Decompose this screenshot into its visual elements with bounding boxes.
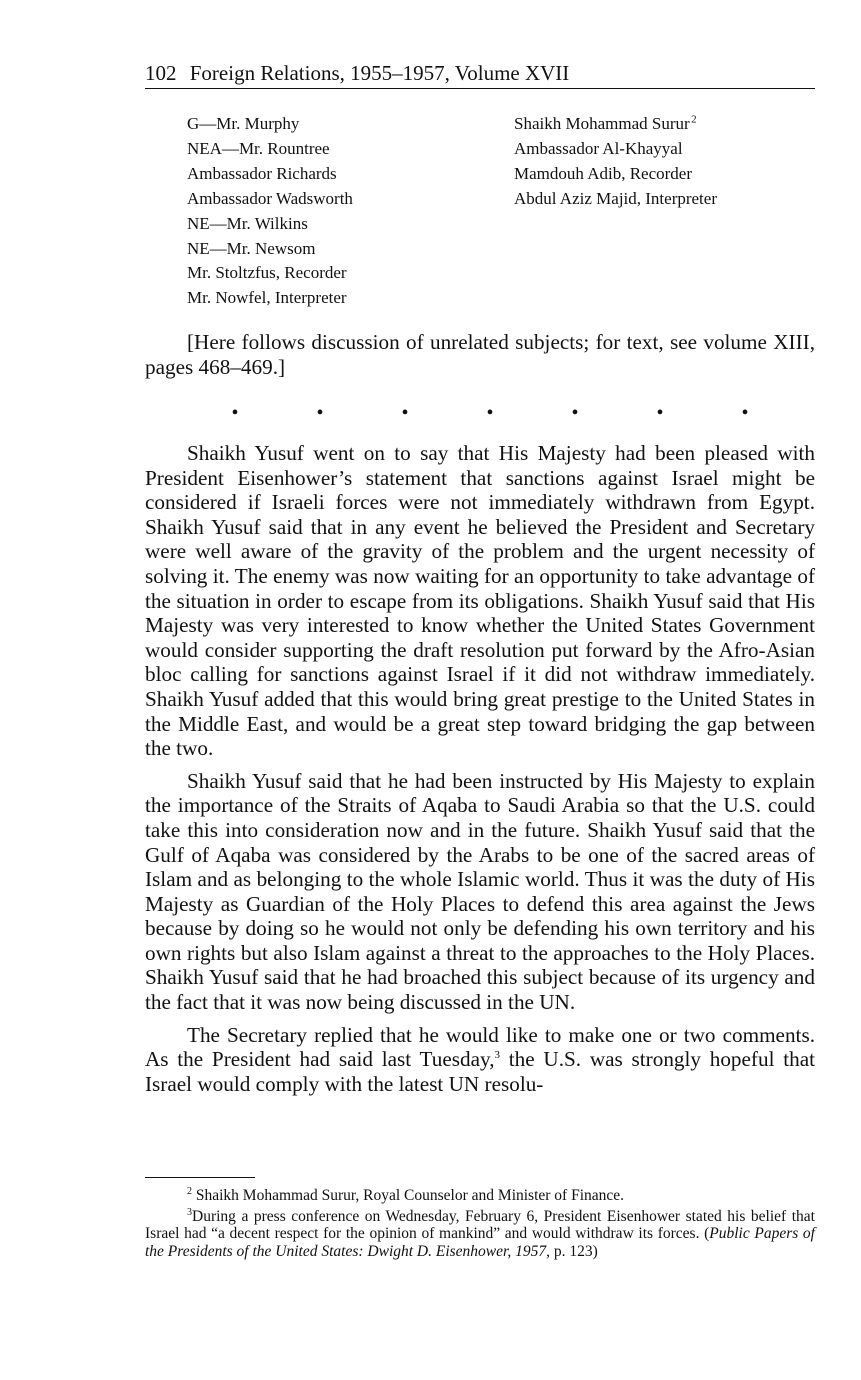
editorial-note: [Here follows discussion of unrelated subjects; for text, see volume XIII, pages 468–469.] bbox=[145, 330, 815, 379]
participant-entry: Mr. Nowfel, Interpreter bbox=[187, 288, 347, 308]
footnote-text: During a press conference on Wednesday, February 6, President Eisenhower stated his belief that Israel had “a decent respect for the opinion of mankind” and would withdraw its forces. ( bbox=[145, 1207, 815, 1242]
footnote-marker: 3 bbox=[187, 1206, 192, 1218]
body-text bbox=[145, 441, 815, 1104]
ellipsis-dot: • bbox=[231, 402, 239, 424]
participant-name: Shaikh Mohammad Surur bbox=[514, 114, 690, 133]
participant-entry: NE—Mr. Newsom bbox=[187, 238, 316, 258]
footnote-marker: 2 bbox=[187, 1185, 192, 1197]
participant-entry: NE—Mr. Wilkins bbox=[187, 213, 308, 233]
ellipsis-dots bbox=[230, 402, 750, 426]
participant-entry: Mamdouh Adib, Recorder bbox=[514, 163, 692, 183]
footnote-reference[interactable]: 3 bbox=[494, 1049, 501, 1062]
footnote bbox=[145, 1187, 815, 1205]
footnote-text: , p. 123) bbox=[546, 1242, 598, 1260]
participant-entry bbox=[514, 112, 814, 137]
paragraph-text: the U.S. was strongly hopeful that Israel would comply with the latest UN resolu- bbox=[145, 1047, 815, 1096]
ellipsis-dot: • bbox=[656, 402, 664, 424]
footnotes bbox=[145, 1187, 815, 1263]
paragraph-text: The Secretary replied that he would like to make one or two comments. As the President had said last Tuesday, bbox=[145, 1022, 815, 1072]
ellipsis-dot: • bbox=[486, 402, 494, 424]
participant-entry: Ambassador Wadsworth bbox=[187, 188, 353, 208]
footnote bbox=[145, 1208, 815, 1261]
participant-entry: Mr. Stoltzfus, Recorder bbox=[187, 263, 347, 283]
footnote-reference[interactable]: 2 bbox=[691, 113, 697, 126]
paragraph: Shaikh Yusuf went on to say that His Majesty had been pleased with President Eisenhower’s statement that sanctions against Israel might be considered if Israeli forces were not immediately withdrawn from Egypt. Shaikh Yusuf said that in any event he believed the President and Secretary were well aware of the gravity of the problem and the urgent necessity of solving it. The enemy was now waiting for an opportunity to take advantage of the situation in order to escape from its obligations. Shaikh Yusuf said that His Majesty was very interested to know whether the United States Government would consider supporting the draft resolution put forward by the Afro-Asian bloc calling for sanctions against Israel if it did not withdraw immediately. Shaikh Yusuf added that this would bring great prestige to the United States in the Middle East, and would be a great step toward bridging the gap between the two. bbox=[145, 441, 815, 761]
page-number: 102 bbox=[145, 61, 177, 85]
participant-entry: G—Mr. Murphy bbox=[187, 114, 300, 133]
participant-entry: Ambassador Al-Khayyal bbox=[514, 138, 683, 158]
running-header bbox=[145, 60, 815, 89]
us-participants-list bbox=[187, 112, 487, 311]
ellipsis-dot: • bbox=[316, 402, 324, 424]
series-title: Foreign Relations, 1955–1957, Volume XVII bbox=[189, 61, 570, 85]
saudi-participants-list bbox=[514, 112, 814, 212]
footnote-separator bbox=[145, 1177, 255, 1178]
ellipsis-dot: • bbox=[741, 402, 749, 424]
participant-entry: NEA—Mr. Rountree bbox=[187, 138, 330, 158]
participant-entry: Abdul Aziz Majid, Interpreter bbox=[514, 188, 717, 208]
footnote-citation: Public Papers of the Presidents of the United States: Dwight D. Eisenhower, 1957 bbox=[145, 1225, 815, 1260]
ellipsis-dot: • bbox=[571, 402, 579, 424]
paragraph: Shaikh Yusuf said that he had been instructed by His Majesty to explain the importance of the Straits of Aqaba to Saudi Arabia so that the U.S. could take this into consideration now and in the future. Shaikh Yusuf said that the Gulf of Aqaba was considered by the Arabs to be one of the sacred areas of Islam and as belonging to the whole Islamic world. Thus it was the duty of His Majesty as Guardian of the Holy Places to defend this area against the Jews because by doing so he would not only be defending his own territory and his own rights but also Islam against a threat to the approaches to the Holy Places. Shaikh Yusuf said that he had broached this subject because of its urgency and the fact that it was now being discussed in the UN. bbox=[145, 768, 815, 1015]
participant-entry: Ambassador Richards bbox=[187, 163, 337, 183]
paragraph bbox=[145, 1023, 815, 1097]
ellipsis-dot: • bbox=[401, 402, 409, 424]
footnote-text: Shaikh Mohammad Surur, Royal Counselor and Minister of Finance. bbox=[192, 1187, 625, 1204]
